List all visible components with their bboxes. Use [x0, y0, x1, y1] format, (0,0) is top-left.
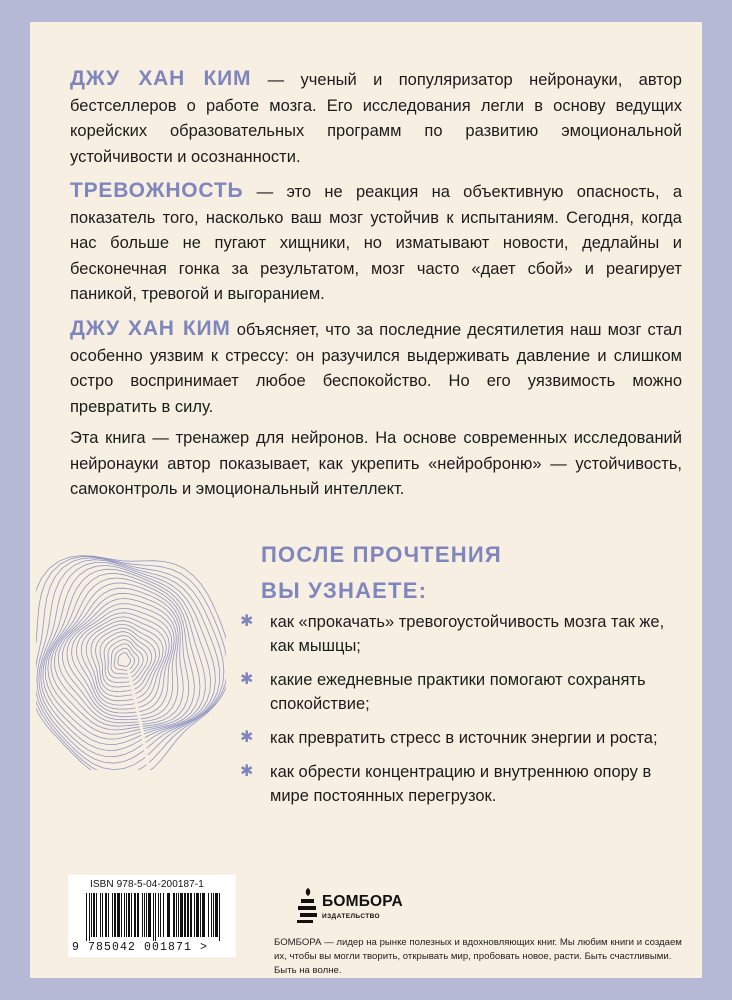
barcode-bar — [121, 893, 122, 937]
asterisk-bullet-icon: ✱ — [240, 729, 254, 746]
learn-list — [236, 610, 686, 818]
barcode-bar — [173, 893, 175, 937]
barcode-bar — [112, 893, 113, 937]
list-item — [236, 668, 686, 716]
tree-ring — [48, 578, 195, 734]
list-item-text: как обрести концентрацию и внутреннюю опору в мире постоянных перегрузок. — [270, 763, 652, 805]
list-item-text: как превратить стресс в источник энергии и роста; — [270, 729, 658, 747]
publisher-name: БОМБОРА — [322, 893, 403, 910]
barcode-bar — [126, 893, 127, 937]
barcode-bar — [202, 893, 205, 937]
book-summary-paragraph — [70, 426, 682, 503]
barcode-bar — [96, 893, 97, 937]
barcode-bar — [160, 893, 161, 937]
barcode-bar — [131, 893, 132, 937]
tree-ring — [36, 556, 226, 770]
barcode-bar — [91, 893, 92, 937]
author-bio-paragraph — [70, 66, 682, 170]
asterisk-bullet-icon: ✱ — [240, 671, 254, 688]
asterisk-bullet-icon: ✱ — [240, 763, 254, 780]
barcode-bar — [200, 893, 201, 937]
barcode-bar — [93, 893, 95, 937]
tree-rings-illustration — [36, 540, 226, 770]
isbn-label: ISBN 978-5-04-200187-1 — [90, 879, 204, 890]
list-item — [236, 726, 686, 750]
explanation-paragraph — [70, 316, 682, 420]
barcode-bar — [158, 893, 159, 937]
barcode-bar — [167, 893, 170, 937]
book-summary-text: Эта книга — тренажер для нейронов. На основе современных исследований нейронауки автор показывает, как укрепить «нейроброню» — устойчивость, самоконтроль и эмоциональный интеллект. — [70, 429, 682, 498]
barcode-bar — [146, 893, 147, 937]
anxiety-paragraph — [70, 178, 682, 308]
barcode-bar — [163, 893, 164, 937]
tree-ring — [51, 583, 189, 730]
barcode-bar — [196, 893, 199, 937]
explanation-text: объясняет, что за последние десятилетия наш мозг стал особенно уязвим к стрессу: он разучился выдерживать давление и слишком остро воспринимает любое беспокойство. Но его уязвимость можно превратить в силу. — [70, 321, 682, 416]
barcode-bar — [187, 893, 189, 937]
barcode-bar — [155, 893, 156, 941]
list-item-text: какие ежедневные практики помогают сохранять спокойствие; — [270, 671, 646, 713]
anxiety-lead: ТРЕВОЖНОСТЬ — [70, 179, 244, 202]
barcode-bar — [215, 893, 218, 937]
barcode-bar — [105, 893, 107, 937]
asterisk-bullet-icon: ✱ — [240, 613, 254, 630]
barcode-bar — [180, 893, 183, 937]
barcode-bar — [100, 893, 101, 937]
barcode-bar — [142, 893, 143, 937]
barcode-bar — [190, 893, 192, 937]
barcode-bar — [128, 893, 130, 937]
barcode-bar — [134, 893, 136, 937]
after-reading-title — [261, 537, 502, 609]
barcode-bar — [211, 893, 212, 937]
barcode-bar — [208, 893, 209, 937]
bombora-wave-logo-icon — [296, 886, 318, 924]
barcode-bar — [102, 893, 103, 937]
barcode-bar — [144, 893, 145, 937]
list-item-text: как «прокачать» тревогоустойчивость мозга так же, как мышцы; — [270, 613, 665, 655]
barcode-icon — [84, 893, 224, 941]
barcode-bar — [124, 893, 125, 937]
list-item — [236, 760, 686, 808]
tree-ring — [114, 648, 134, 670]
barcode-bar — [117, 893, 120, 937]
barcode-bar — [184, 893, 186, 937]
barcode-bar — [86, 893, 87, 941]
tree-ring — [118, 653, 131, 667]
author-name-lead-2: ДЖУ ХАН КИМ — [70, 317, 231, 340]
barcode-bar — [148, 893, 151, 937]
barcode-bar — [194, 893, 195, 937]
barcode-bar — [178, 893, 179, 937]
isbn-barcode-box — [68, 875, 236, 957]
barcode-bar — [108, 893, 109, 937]
barcode-bar — [176, 893, 177, 937]
tree-ring — [77, 613, 170, 709]
publisher-logo — [296, 886, 436, 928]
barcode-bar — [213, 893, 214, 937]
list-item — [236, 610, 686, 658]
author-bio-text: — ученый и популяризатор нейронауки, автор бестселлеров о работе мозга. Его исследования легли в основу ведущих корейских образовательных программ по развитию эмоциональной устойчивости и осознанности. — [70, 71, 682, 166]
barcode-bar — [114, 893, 116, 937]
publisher-subtitle: ИЗДАТЕЛЬСТВО — [322, 913, 381, 920]
barcode-digits: 9 785042 001871 > — [72, 941, 209, 954]
publisher-description: БОМБОРА — лидер на рынке полезных и вдохновляющих книг. Мы любим книги и создаем их, чтобы вы могли творить, открывать мир, пробовать новое, расти. Быть счастливыми. Быть на волне. — [274, 937, 682, 976]
after-title-line-2: ВЫ УЗНАЕТЕ: — [261, 578, 428, 603]
back-cover — [30, 22, 702, 978]
tree-ring — [37, 560, 220, 764]
after-title-line-1: ПОСЛЕ ПРОЧТЕНИЯ — [261, 542, 502, 567]
barcode-bar — [153, 893, 154, 941]
barcode-bar — [137, 893, 139, 937]
author-name-lead: ДЖУ ХАН КИМ — [70, 67, 252, 90]
tree-ring — [36, 557, 226, 771]
barcode-bar — [219, 893, 220, 941]
anxiety-text: — это не реакция на объективную опасность, а показатель того, насколько ваш мозг устойчив к испытаниям. Сегодня, когда нас больше не пугают хищники, но изматывают новости, дедлайны и бесконечная гонка за результатом, мозг часто «дает сбой» и реагирует паникой, тревогой и выгоранием. — [70, 183, 682, 303]
barcode-bar — [89, 893, 90, 941]
